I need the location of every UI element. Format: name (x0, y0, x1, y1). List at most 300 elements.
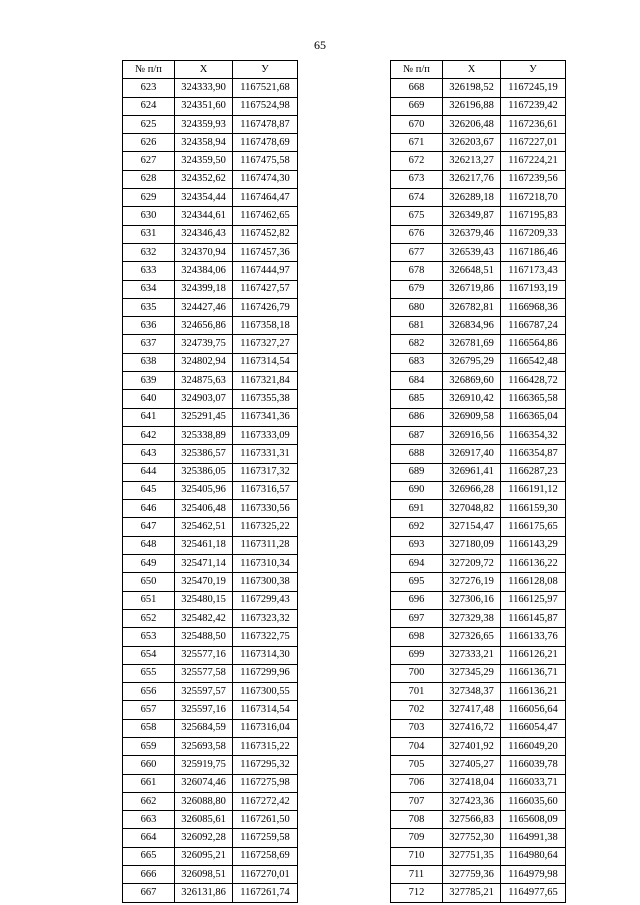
table-row (391, 262, 566, 280)
cell-x: 327154,47 (443, 518, 501, 536)
cell-y: 1167321,84 (233, 372, 298, 390)
cell-y: 1166968,36 (501, 298, 566, 316)
table-row (123, 847, 298, 865)
cell-number: 670 (391, 115, 443, 133)
cell-number: 704 (391, 737, 443, 755)
cell-x: 326198,52 (443, 79, 501, 97)
cell-number: 682 (391, 335, 443, 353)
table-row (391, 756, 566, 774)
cell-x: 327209,72 (443, 555, 501, 573)
cell-y: 1167310,34 (233, 555, 298, 573)
cell-number: 712 (391, 884, 443, 902)
header-number: № п/п (391, 61, 443, 79)
table-row (123, 591, 298, 609)
table-row (391, 426, 566, 444)
cell-number: 702 (391, 701, 443, 719)
cell-y: 1167475,58 (233, 152, 298, 170)
cell-x: 325470,19 (175, 573, 233, 591)
cell-y: 1167462,65 (233, 207, 298, 225)
coordinates-table-right (390, 60, 566, 903)
cell-number: 652 (123, 609, 175, 627)
cell-x: 325488,50 (175, 628, 233, 646)
table-row (123, 207, 298, 225)
table-row (391, 79, 566, 97)
cell-x: 324359,93 (175, 115, 233, 133)
table-header-row (391, 61, 566, 79)
table-row (391, 372, 566, 390)
cell-y: 1166143,29 (501, 536, 566, 554)
cell-x: 324358,94 (175, 134, 233, 152)
cell-number: 624 (123, 97, 175, 115)
table-row (391, 170, 566, 188)
cell-x: 327306,16 (443, 591, 501, 609)
cell-y: 1164979,98 (501, 866, 566, 884)
table-row (123, 372, 298, 390)
table-row (391, 408, 566, 426)
cell-number: 680 (391, 298, 443, 316)
table-row (391, 719, 566, 737)
cell-number: 643 (123, 445, 175, 463)
table-row (123, 756, 298, 774)
cell-y: 1167239,42 (501, 97, 566, 115)
cell-x: 326782,81 (443, 298, 501, 316)
table-row (123, 792, 298, 810)
cell-number: 648 (123, 536, 175, 554)
cell-number: 674 (391, 189, 443, 207)
cell-number: 634 (123, 280, 175, 298)
cell-y: 1166054,47 (501, 719, 566, 737)
cell-x: 325597,16 (175, 701, 233, 719)
cell-y: 1167341,36 (233, 408, 298, 426)
table-row (123, 298, 298, 316)
cell-x: 326966,28 (443, 481, 501, 499)
cell-number: 654 (123, 646, 175, 664)
cell-y: 1167272,42 (233, 792, 298, 810)
cell-number: 655 (123, 664, 175, 682)
cell-x: 324427,46 (175, 298, 233, 316)
cell-x: 327759,36 (443, 866, 501, 884)
cell-number: 688 (391, 445, 443, 463)
table-row (391, 646, 566, 664)
cell-x: 326834,96 (443, 317, 501, 335)
table-row (123, 152, 298, 170)
cell-y: 1166354,32 (501, 426, 566, 444)
cell-number: 649 (123, 555, 175, 573)
cell-number: 646 (123, 500, 175, 518)
table-row (123, 628, 298, 646)
cell-y: 1166136,21 (501, 683, 566, 701)
cell-number: 690 (391, 481, 443, 499)
cell-x: 324739,75 (175, 335, 233, 353)
cell-x: 324399,18 (175, 280, 233, 298)
table-row (391, 555, 566, 573)
cell-y: 1164991,38 (501, 829, 566, 847)
cell-x: 324333,90 (175, 79, 233, 97)
cell-number: 663 (123, 811, 175, 829)
cell-x: 324903,07 (175, 390, 233, 408)
cell-number: 707 (391, 792, 443, 810)
table-row (123, 408, 298, 426)
cell-y: 1167275,98 (233, 774, 298, 792)
cell-number: 681 (391, 317, 443, 335)
cell-x: 327785,21 (443, 884, 501, 902)
cell-number: 659 (123, 737, 175, 755)
cell-y: 1167259,58 (233, 829, 298, 847)
table-row (123, 79, 298, 97)
cell-number: 662 (123, 792, 175, 810)
cell-y: 1166039,78 (501, 756, 566, 774)
cell-x: 325405,96 (175, 481, 233, 499)
cell-x: 327048,82 (443, 500, 501, 518)
cell-y: 1166035,60 (501, 792, 566, 810)
cell-x: 326349,87 (443, 207, 501, 225)
cell-x: 327423,36 (443, 792, 501, 810)
cell-x: 327751,35 (443, 847, 501, 865)
cell-number: 696 (391, 591, 443, 609)
table-row (123, 500, 298, 518)
cell-y: 1167452,82 (233, 225, 298, 243)
header-number: № п/п (123, 61, 175, 79)
cell-x: 324656,86 (175, 317, 233, 335)
table-row (391, 811, 566, 829)
cell-y: 1167444,97 (233, 262, 298, 280)
cell-x: 327180,09 (443, 536, 501, 554)
cell-x: 325482,42 (175, 609, 233, 627)
cell-number: 706 (391, 774, 443, 792)
cell-x: 324344,61 (175, 207, 233, 225)
cell-x: 327566,83 (443, 811, 501, 829)
cell-x: 326131,86 (175, 884, 233, 902)
cell-x: 326909,58 (443, 408, 501, 426)
table-row (391, 609, 566, 627)
cell-number: 710 (391, 847, 443, 865)
cell-x: 326379,46 (443, 225, 501, 243)
cell-number: 658 (123, 719, 175, 737)
table-row (391, 774, 566, 792)
cell-y: 1167270,01 (233, 866, 298, 884)
table-row (391, 701, 566, 719)
cell-number: 633 (123, 262, 175, 280)
table-row (391, 481, 566, 499)
cell-number: 691 (391, 500, 443, 518)
cell-x: 325471,14 (175, 555, 233, 573)
cell-y: 1167299,96 (233, 664, 298, 682)
cell-number: 668 (391, 79, 443, 97)
cell-x: 324370,94 (175, 243, 233, 261)
cell-x: 324354,44 (175, 189, 233, 207)
cell-number: 641 (123, 408, 175, 426)
table-row (391, 847, 566, 865)
cell-y: 1167227,01 (501, 134, 566, 152)
table-row (391, 335, 566, 353)
cell-number: 661 (123, 774, 175, 792)
cell-x: 324384,06 (175, 262, 233, 280)
cell-x: 324346,43 (175, 225, 233, 243)
table-row (391, 518, 566, 536)
cell-y: 1167295,32 (233, 756, 298, 774)
cell-y: 1166287,23 (501, 463, 566, 481)
table-row (123, 609, 298, 627)
cell-number: 671 (391, 134, 443, 152)
cell-x: 326289,18 (443, 189, 501, 207)
cell-y: 1166365,58 (501, 390, 566, 408)
cell-number: 669 (391, 97, 443, 115)
cell-number: 686 (391, 408, 443, 426)
cell-number: 645 (123, 481, 175, 499)
cell-x: 326085,61 (175, 811, 233, 829)
cell-y: 1167316,57 (233, 481, 298, 499)
cell-number: 700 (391, 664, 443, 682)
table-row (391, 792, 566, 810)
cell-number: 685 (391, 390, 443, 408)
cell-x: 325597,57 (175, 683, 233, 701)
cell-number: 644 (123, 463, 175, 481)
table-row (123, 390, 298, 408)
table-row (391, 225, 566, 243)
cell-x: 326910,42 (443, 390, 501, 408)
cell-x: 325577,16 (175, 646, 233, 664)
cell-y: 1167521,68 (233, 79, 298, 97)
cell-number: 675 (391, 207, 443, 225)
cell-number: 623 (123, 79, 175, 97)
table-row (391, 500, 566, 518)
table-row (391, 97, 566, 115)
cell-number: 642 (123, 426, 175, 444)
table-row (123, 335, 298, 353)
cell-number: 687 (391, 426, 443, 444)
table-row (123, 884, 298, 902)
cell-x: 326074,46 (175, 774, 233, 792)
table-row (123, 189, 298, 207)
cell-x: 326917,40 (443, 445, 501, 463)
cell-y: 1167314,54 (233, 353, 298, 371)
cell-y: 1167261,74 (233, 884, 298, 902)
cell-x: 324351,60 (175, 97, 233, 115)
cell-number: 651 (123, 591, 175, 609)
table-row (391, 207, 566, 225)
cell-y: 1167314,30 (233, 646, 298, 664)
header-x: X (175, 61, 233, 79)
cell-x: 327405,27 (443, 756, 501, 774)
table-row (123, 811, 298, 829)
cell-number: 701 (391, 683, 443, 701)
cell-x: 326098,51 (175, 866, 233, 884)
cell-number: 665 (123, 847, 175, 865)
table-row (391, 243, 566, 261)
cell-number: 660 (123, 756, 175, 774)
cell-y: 1167224,21 (501, 152, 566, 170)
cell-y: 1166049,20 (501, 737, 566, 755)
table-row (391, 536, 566, 554)
cell-x: 325462,51 (175, 518, 233, 536)
cell-y: 1167300,38 (233, 573, 298, 591)
cell-x: 325919,75 (175, 756, 233, 774)
cell-y: 1167327,27 (233, 335, 298, 353)
table-row (123, 719, 298, 737)
cell-number: 708 (391, 811, 443, 829)
cell-x: 326095,21 (175, 847, 233, 865)
cell-number: 625 (123, 115, 175, 133)
cell-y: 1167325,22 (233, 518, 298, 536)
table-row (123, 573, 298, 591)
cell-number: 705 (391, 756, 443, 774)
cell-number: 666 (123, 866, 175, 884)
cell-y: 1166133,76 (501, 628, 566, 646)
cell-y: 1166126,21 (501, 646, 566, 664)
cell-number: 694 (391, 555, 443, 573)
cell-x: 324352,62 (175, 170, 233, 188)
cell-number: 695 (391, 573, 443, 591)
cell-x: 327333,21 (443, 646, 501, 664)
cell-number: 693 (391, 536, 443, 554)
cell-y: 1167474,30 (233, 170, 298, 188)
header-x: X (443, 61, 501, 79)
cell-number: 678 (391, 262, 443, 280)
cell-x: 326539,43 (443, 243, 501, 261)
cell-y: 1167239,56 (501, 170, 566, 188)
cell-x: 325461,18 (175, 536, 233, 554)
table-row (391, 683, 566, 701)
cell-number: 711 (391, 866, 443, 884)
cell-number: 692 (391, 518, 443, 536)
table-row (123, 664, 298, 682)
cell-x: 324802,94 (175, 353, 233, 371)
table-row (391, 866, 566, 884)
table-row (123, 445, 298, 463)
cell-y: 1167186,46 (501, 243, 566, 261)
page-number: 65 (314, 38, 326, 52)
cell-x: 326088,80 (175, 792, 233, 810)
cell-number: 689 (391, 463, 443, 481)
table-row (391, 591, 566, 609)
cell-y: 1167315,22 (233, 737, 298, 755)
table-row (391, 463, 566, 481)
cell-x: 326092,28 (175, 829, 233, 847)
cell-x: 327345,29 (443, 664, 501, 682)
cell-x: 326217,76 (443, 170, 501, 188)
cell-number: 647 (123, 518, 175, 536)
table-row (123, 243, 298, 261)
cell-x: 327326,65 (443, 628, 501, 646)
cell-x: 326795,29 (443, 353, 501, 371)
cell-y: 1167524,98 (233, 97, 298, 115)
cell-y: 1167300,55 (233, 683, 298, 701)
cell-number: 656 (123, 683, 175, 701)
cell-x: 326961,41 (443, 463, 501, 481)
cell-number: 664 (123, 829, 175, 847)
cell-x: 326648,51 (443, 262, 501, 280)
cell-y: 1164977,65 (501, 884, 566, 902)
cell-x: 325386,05 (175, 463, 233, 481)
table-row (123, 280, 298, 298)
table-row (391, 829, 566, 847)
cell-y: 1166056,64 (501, 701, 566, 719)
cell-number: 672 (391, 152, 443, 170)
cell-number: 639 (123, 372, 175, 390)
table-row (123, 683, 298, 701)
cell-y: 1167317,32 (233, 463, 298, 481)
table-row (123, 134, 298, 152)
cell-number: 637 (123, 335, 175, 353)
cell-y: 1167333,09 (233, 426, 298, 444)
cell-x: 327276,19 (443, 573, 501, 591)
cell-x: 324875,63 (175, 372, 233, 390)
table-row (123, 774, 298, 792)
cell-number: 679 (391, 280, 443, 298)
table-row (391, 115, 566, 133)
cell-y: 1167218,70 (501, 189, 566, 207)
table-row (123, 262, 298, 280)
cell-number: 709 (391, 829, 443, 847)
cell-y: 1167426,79 (233, 298, 298, 316)
cell-y: 1166564,86 (501, 335, 566, 353)
table-row (391, 298, 566, 316)
cell-x: 327348,37 (443, 683, 501, 701)
table-row (123, 317, 298, 335)
cell-x: 325577,58 (175, 664, 233, 682)
cell-y: 1167331,31 (233, 445, 298, 463)
cell-y: 1166136,22 (501, 555, 566, 573)
cell-number: 653 (123, 628, 175, 646)
cell-y: 1167323,32 (233, 609, 298, 627)
cell-x: 325684,59 (175, 719, 233, 737)
table-row (391, 628, 566, 646)
cell-y: 1167261,50 (233, 811, 298, 829)
cell-y: 1166428,72 (501, 372, 566, 390)
table-row (123, 170, 298, 188)
table-row (391, 390, 566, 408)
table-row (391, 445, 566, 463)
cell-x: 327329,38 (443, 609, 501, 627)
cell-y: 1166136,71 (501, 664, 566, 682)
table-row (123, 481, 298, 499)
cell-x: 325480,15 (175, 591, 233, 609)
table-row (391, 280, 566, 298)
table-row (123, 426, 298, 444)
cell-number: 657 (123, 701, 175, 719)
table-row (391, 353, 566, 371)
cell-number: 683 (391, 353, 443, 371)
cell-y: 1166128,08 (501, 573, 566, 591)
cell-y: 1166175,65 (501, 518, 566, 536)
cell-x: 325291,45 (175, 408, 233, 426)
cell-y: 1167209,33 (501, 225, 566, 243)
cell-y: 1164980,64 (501, 847, 566, 865)
cell-y: 1167478,69 (233, 134, 298, 152)
cell-number: 640 (123, 390, 175, 408)
cell-x: 325386,57 (175, 445, 233, 463)
cell-y: 1166125,97 (501, 591, 566, 609)
table-row (123, 737, 298, 755)
table-row (391, 737, 566, 755)
table-row (391, 573, 566, 591)
header-y: У (501, 61, 566, 79)
cell-y: 1167478,87 (233, 115, 298, 133)
cell-number: 627 (123, 152, 175, 170)
cell-y: 1166542,48 (501, 353, 566, 371)
cell-number: 673 (391, 170, 443, 188)
coordinates-table-left (122, 60, 298, 903)
cell-y: 1167258,69 (233, 847, 298, 865)
cell-x: 326916,56 (443, 426, 501, 444)
cell-y: 1167316,04 (233, 719, 298, 737)
cell-y: 1166159,30 (501, 500, 566, 518)
cell-number: 703 (391, 719, 443, 737)
table-row (123, 353, 298, 371)
cell-y: 1166033,71 (501, 774, 566, 792)
cell-number: 667 (123, 884, 175, 902)
cell-y: 1166365,04 (501, 408, 566, 426)
